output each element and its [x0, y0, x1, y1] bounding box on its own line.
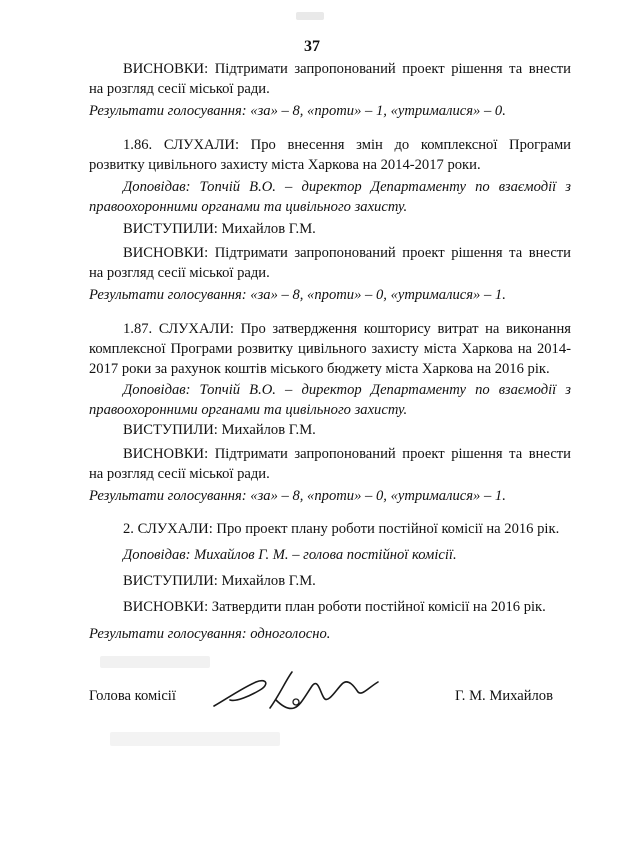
page-number: 37: [304, 38, 320, 55]
paragraph-speakers-2: ВИСТУПИЛИ: Михайлов Г.М.: [123, 573, 316, 589]
paragraph-conclusions-1: ВИСНОВКИ: Підтримати запропонований проект рішення та внести на розгляд сесії міської ради.: [89, 61, 571, 97]
paragraph-vote-result-1: Результати голосування: «за» – 8, «проти» – 1, «утрималися» – 0.: [89, 103, 506, 119]
paragraph-vote-result-1-87: Результати голосування: «за» – 8, «проти» – 0, «утрималися» – 1.: [89, 488, 506, 504]
paragraph-reporter-1-87: Доповідав: Топчій В.О. – директор Департаменту по взаємодії з правоохоронними органами та цивільного захисту.: [89, 382, 571, 418]
paragraph-heard-2: 2. СЛУХАЛИ: Про проект плану роботи постійної комісії на 2016 рік.: [123, 521, 560, 537]
scan-artifact: [296, 12, 324, 20]
paragraph-vote-result-2: Результати голосування: одноголосно.: [89, 626, 331, 642]
paragraph-reporter-2: Доповідав: Михайлов Г. М. – голова постійної комісії.: [123, 547, 457, 563]
signature-right-label: Г. М. Михайлов: [454, 688, 553, 704]
paragraph-vote-result-1-86: Результати голосування: «за» – 8, «проти» – 0, «утрималися» – 1.: [89, 287, 506, 303]
paragraph-conclusions-1-86: ВИСНОВКИ: Підтримати запропонований проект рішення та внести на розгляд сесії міської ради.: [89, 245, 571, 281]
paragraph-reporter-1-86: Доповідав: Топчій В.О. – директор Департаменту по взаємодії з правоохоронними органами та цивільного захисту.: [89, 179, 571, 215]
scan-artifact: [100, 656, 210, 668]
paragraph-speakers-1-87: ВИСТУПИЛИ: Михайлов Г.М.: [123, 422, 316, 438]
scan-artifact: [110, 732, 280, 746]
handwritten-signature: [208, 664, 398, 720]
signature-left-label: Голова комісії: [89, 688, 176, 704]
paragraph-conclusions-1-87: ВИСНОВКИ: Підтримати запропонований проект рішення та внести на розгляд сесії міської ради.: [89, 446, 571, 482]
paragraph-conclusions-2: ВИСНОВКИ: Затвердити план роботи постійної комісії на 2016 рік.: [123, 599, 546, 615]
paragraph-heard-1-87: 1.87. СЛУХАЛИ: Про затвердження кошторису витрат на виконання комплексної Програми розвитку цивільного захисту міста Харкова на 2014-2017 роки за рахунок коштів міського бюджету міста Харкова на 2016 рік.: [89, 321, 571, 377]
paragraph-speakers-1-86: ВИСТУПИЛИ: Михайлов Г.М.: [123, 221, 316, 237]
paragraph-heard-1-86: 1.86. СЛУХАЛИ: Про внесення змін до комплексної Програми розвитку цивільного захисту міста Харкова на 2014-2017 роки.: [89, 137, 571, 173]
